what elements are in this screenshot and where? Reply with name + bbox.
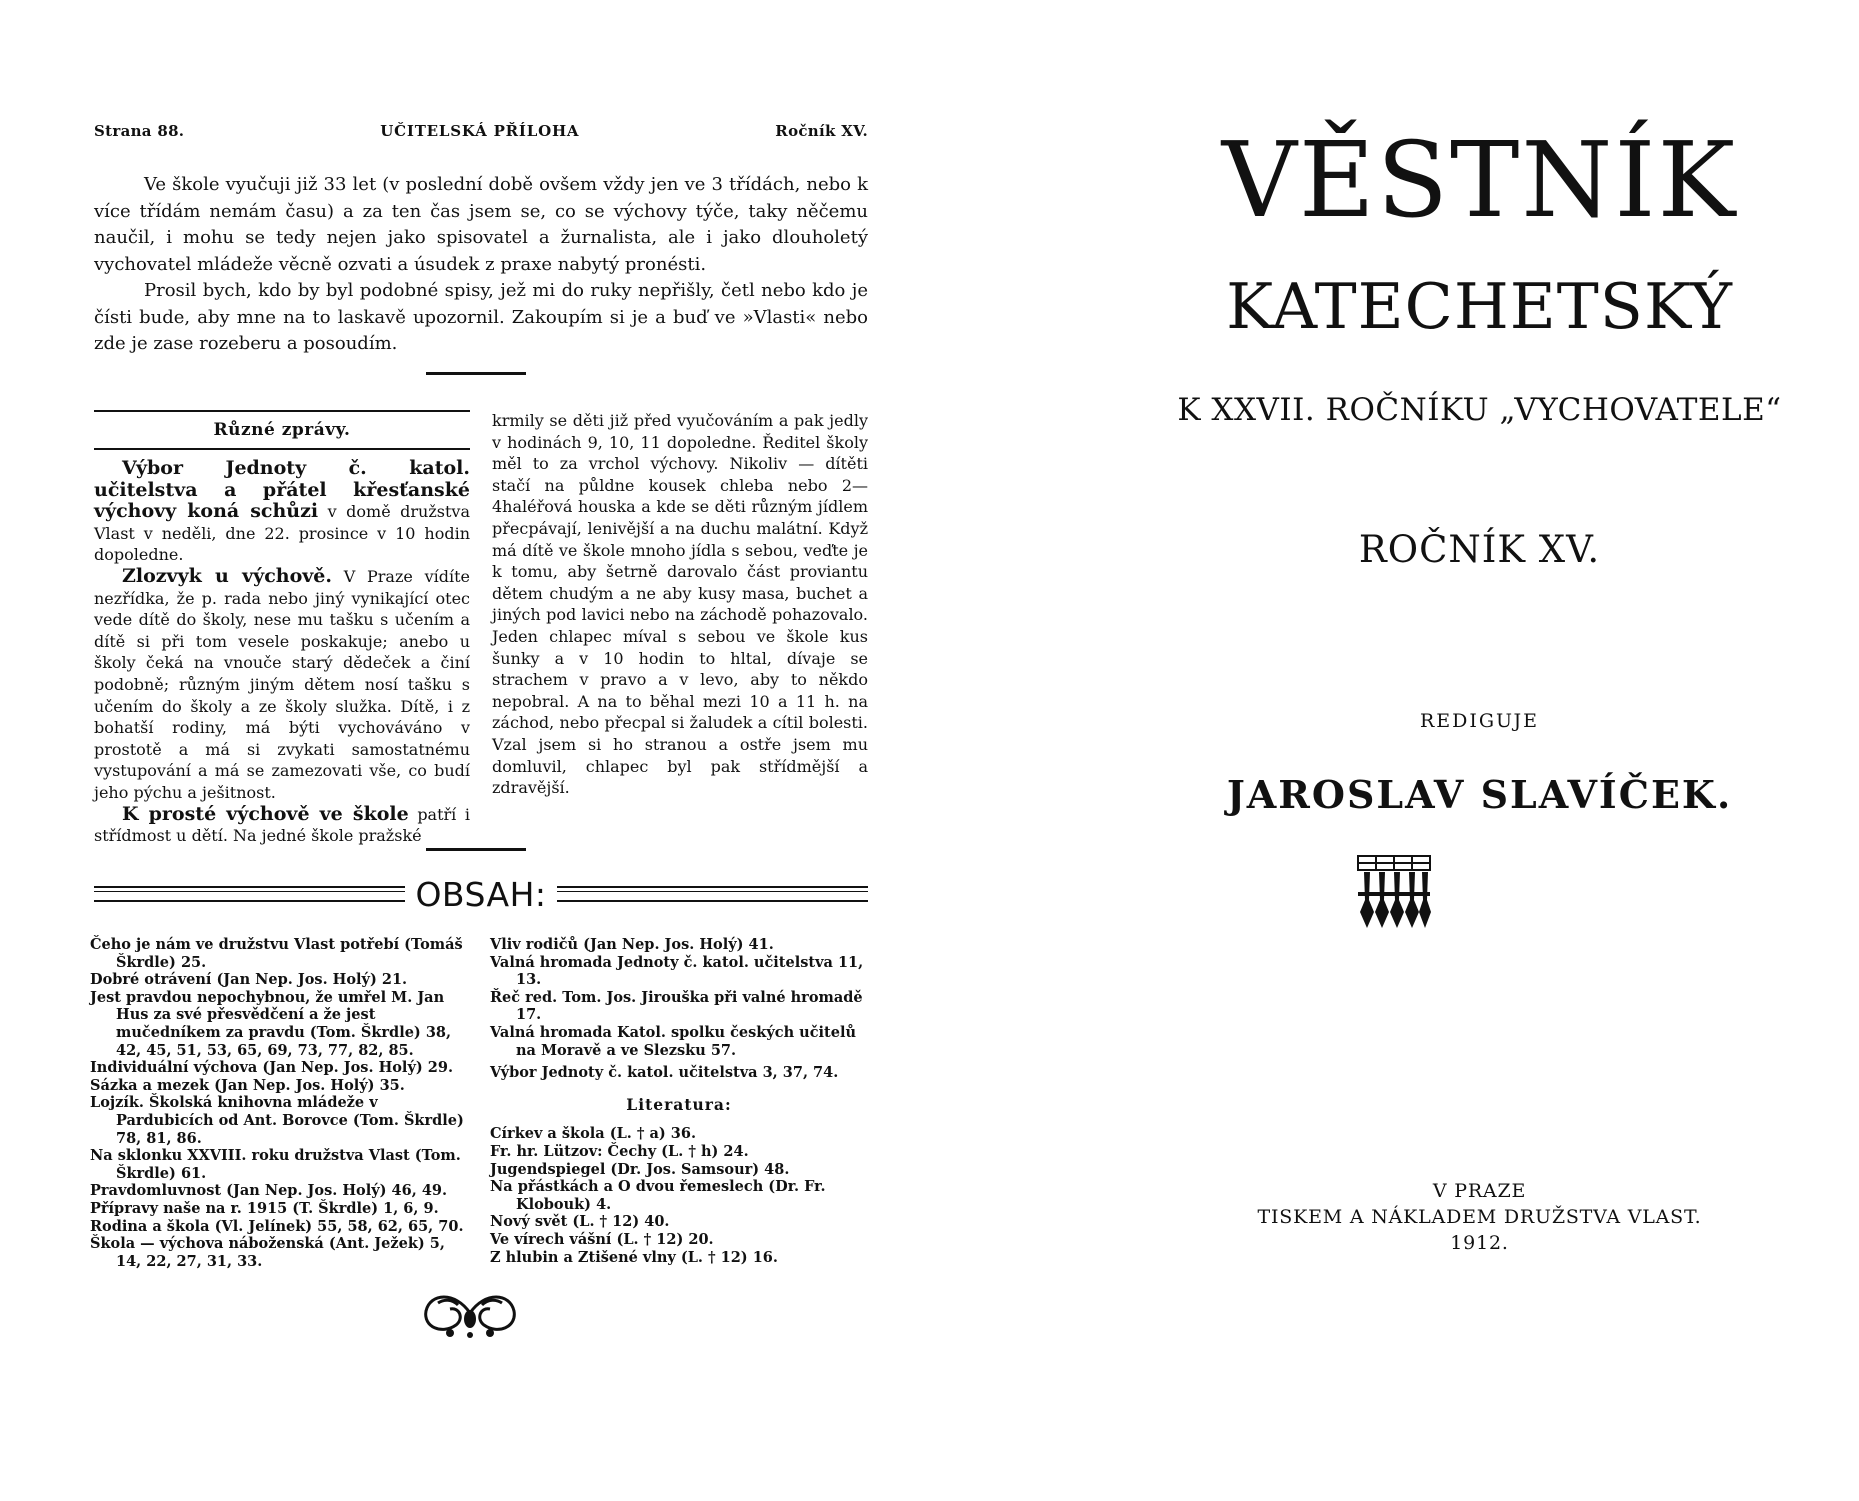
news-item-text: v domě družstva Vlast v neděli, dne 22. prosince v 10 hodin dopoledne. — [94, 502, 470, 565]
main-subtitle: KATECHETSKÝ — [1226, 270, 1733, 343]
news-item — [94, 566, 470, 804]
contents-entry: Přípravy naše na r. 1915 (T. Škrdle) 1, 6, 9. — [90, 1199, 439, 1217]
contents-entry: Dobré otrávení (Jan Nep. Jos. Holý) 21. — [90, 971, 408, 989]
news-item — [94, 458, 470, 566]
contents-title: OBSAH: — [415, 874, 547, 914]
news-item-lead: K prosté výchově ve škole — [122, 802, 409, 825]
editor-name: JAROSLAV SLAVÍČEK. — [1226, 772, 1733, 817]
volume-number: ROČNÍK XV. — [1358, 528, 1601, 571]
imprint-year: 1912. — [1450, 1232, 1509, 1254]
contents-header — [94, 876, 868, 912]
news-heading: Různé zprávy. — [94, 410, 470, 450]
contents-entry: Ve vírech vášní (L. † 12) 20. — [490, 1230, 714, 1248]
double-rule — [94, 886, 405, 902]
literature-list — [490, 1125, 868, 1266]
contents-entry: Jest pravdou nepochybnou, že umřel M. Jan Hus za své přesvědčení a že jest mučedníkem za pravdu (Tom. Škrdle) 38, 42, 45, 51, 53, 65, 69, 73, 77, 82, 85. — [90, 988, 452, 1059]
contents-entry: Pravdomluvnost (Jan Nep. Jos. Holý) 46, 49. — [90, 1182, 448, 1200]
section-divider — [426, 848, 526, 851]
edited-by-label: REDIGUJE — [1419, 710, 1540, 732]
news-column-right — [492, 410, 868, 799]
imprint-publisher: TISKEM A NÁKLADEM DRUŽSTVA VLAST. — [1257, 1206, 1702, 1228]
contents-entry: Čeho je nám ve družstvu Vlast potřebí (Tomáš Škrdle) 25. — [90, 936, 463, 971]
title-page — [1100, 0, 1859, 1501]
news-item-text: patří i střídmost u dětí. Na jedné škole pražské — [94, 804, 470, 846]
contents-list-left — [90, 936, 470, 1270]
contents-entry: Církev a škola (L. † a) 36. — [490, 1125, 697, 1143]
floral-vignette-icon — [420, 1283, 520, 1341]
contents-list-right — [490, 936, 868, 1082]
contents-entry: Individuální výchova (Jan Nep. Jos. Holý) 29. — [90, 1059, 454, 1077]
contents-entry: Fr. hr. Lützov: Čechy (L. † h) 24. — [490, 1142, 749, 1160]
section-title: UČITELSKÁ PŘÍLOHA — [380, 122, 580, 140]
contents-entry: Na sklonku XXVIII. roku družstva Vlast (Tom. Škrdle) 61. — [90, 1147, 461, 1182]
contents-entry: Valná hromada Jednoty č. katol. učitelstva 11, 13. — [490, 953, 864, 989]
imprint — [1100, 1178, 1859, 1256]
intro-paragraph: Ve škole vyučuji již 33 let (v poslední době ovšem vždy jen ve 3 třídách, nebo k více třídám nemám času) a za ten čas jsem se, co se výchovy týče, taky něčemu naučil, i mohu se tedy nejen jako spisovatel a žurnalista, ale i jako dlouholetý vychovatel mládeže věcně ozvati a úsudek z praxe nabytý pronésti. — [94, 174, 868, 275]
news-item-lead: Výbor Jednoty č. katol. učitelstva a přátel křesťanské výchovy koná schůzi — [94, 457, 470, 523]
contents-column-right — [490, 936, 868, 1266]
news-item — [94, 804, 470, 847]
literature-heading: Literatura: — [626, 1094, 732, 1114]
running-head — [94, 122, 868, 140]
contents-entry: Na přástkách a O dvou řemeslech (Dr. Fr. Klobouk) 4. — [490, 1178, 826, 1213]
contents-entry: Řeč red. Tom. Jos. Jirouška při valné hromadě 17. — [490, 988, 863, 1024]
news-column-left — [94, 458, 470, 847]
page-number: Strana 88. — [94, 122, 185, 140]
contents-entry: Sázka a mezek (Jan Nep. Jos. Holý) 35. — [90, 1076, 405, 1094]
volume-label: Ročník XV. — [775, 122, 868, 140]
floral-emblem-icon — [1354, 852, 1434, 930]
contents-entry: Vliv rodičů (Jan Nep. Jos. Holý) 41. — [490, 936, 774, 953]
contents-entry: Z hlubin a Ztišené vlny (L. † 12) 16. — [490, 1248, 778, 1266]
section-divider — [426, 372, 526, 375]
contents-entry: Valná hromada Katol. spolku českých učitelů na Moravě a ve Slezsku 57. — [490, 1023, 857, 1059]
series-reference: K XXVII. ROČNÍKU „VYCHOVATELE“ — [1177, 392, 1782, 428]
main-title: VĚSTNÍK — [1221, 119, 1738, 241]
contents-entry: Nový svět (L. † 12) 40. — [490, 1213, 670, 1231]
contents-entry: Jugendspiegel (Dr. Jos. Samsour) 48. — [490, 1160, 790, 1178]
news-continuation: krmily se děti již před vyučováním a pak jedly v hodinách 9, 10, 11 dopoledne. Ředitel školy měl to za vrchol výchovy. Nikoliv — dítěti stačí na půldne kousek chleba nebo 2—4haléřová houska a kde se děti různým jídlem přecpávají, lenivější a na duchu malátní. Když má dítě ve škole mnoho jídla s sebou, veďte je k tomu, aby šetrně darovalo část proviantu dětem chudým a ne aby kusy masa, buchet a jiných pod lavici nebo na záchodě pohazovalo. Jeden chlapec míval s sebou ve škole kus šunky a v 10 hodin to hltal, dívaje se strachem v pravo a v levo, aby to někdo nepobral. A na to běhal mezi 10 a 11 h. na záchod, nebo přecpal si žaludek a cítil bolesti. Vzal jsem si ho stranou a ostře jsem mu domluvil, chlapec byl pak střídmější a zdravější. — [492, 411, 868, 798]
contents-entry: Výbor Jednoty č. katol. učitelstva 3, 37, 74. — [490, 1064, 839, 1082]
intro-paragraph: Prosil bych, kdo by byl podobné spisy, jež mi do ruky nepřišly, četl nebo kdo je čísti bude, aby mne na to laskavě upozornil. Zakoupím si je a buď ve »Vlasti« nebo zde je zase rozeberu a posoudím. — [94, 280, 868, 354]
imprint-place: V PRAZE — [1432, 1180, 1527, 1202]
double-rule — [557, 886, 868, 902]
contents-entry: Rodina a škola (Vl. Jelínek) 55, 58, 62, 65, 70. — [90, 1217, 464, 1235]
news-item-lead: Zlozvyk u výchově. — [122, 564, 332, 587]
contents-entry: Škola — výchova náboženská (Ant. Ježek) 5, 14, 22, 27, 31, 33. — [90, 1235, 445, 1270]
intro-text — [94, 172, 868, 358]
contents-entry: Lojzík. Školská knihovna mládeže v Pardubicích od Ant. Borovce (Tom. Škrdle) 78, 81, 86. — [90, 1094, 464, 1147]
news-item-text: V Praze vídíte nezřídka, že p. rada nebo jiný vynikající otec vede dítě do školy, nese mu tašku s učením a dítě si při tom vesele poskakuje; anebo u školy čeká na vnouče starý dědeček a činí podobně; různým jiným dětem nosí tašku s učením do školy a ze školy služka. Dítě, i z bohatší rodiny, má býti vychováváno v prostotě a má si zvykati samostatnému vystupování a má se zamezovati vše, co budí jeho pýchu a ješitnost. — [94, 566, 470, 802]
